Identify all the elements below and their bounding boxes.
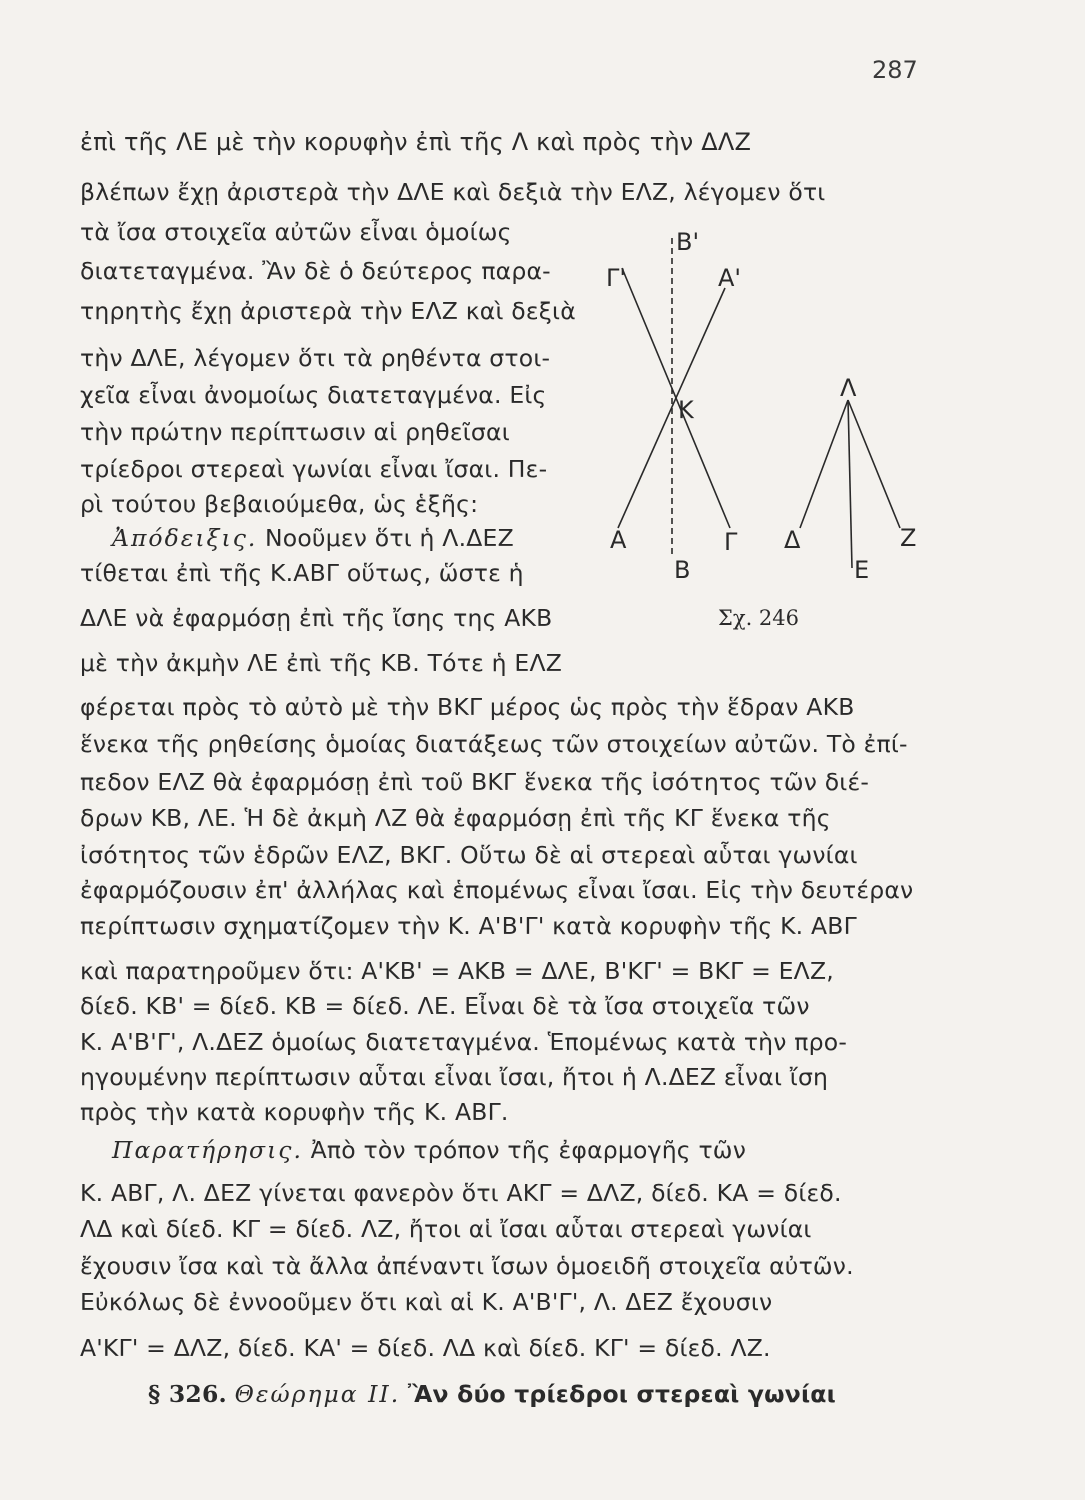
text-line: τηρητὴς ἔχῃ ἀριστερὰ τὴν ΕΛΖ καὶ δεξιὰ xyxy=(80,297,576,325)
label-Z: Ζ xyxy=(900,524,917,552)
remark-label: Παρατήρησις. xyxy=(112,1136,303,1164)
text-line: δρων ΚΒ, ΛΕ. Ἡ δὲ ἀκμὴ ΛΖ θὰ ἐφαρμόσῃ ἐπὶ τῆς ΚΓ ἕνεκα τῆς xyxy=(80,804,831,832)
proof-line xyxy=(112,524,514,552)
text-line: Κ. Α'Β'Γ', Λ.ΔΕΖ ὁμοίως διατεταγμένα. Ἑπομένως κατὰ τὴν προ- xyxy=(80,1028,847,1056)
text-line: ἐφαρμόζουσιν ἐπ' ἀλλήλας καὶ ἑπομένως εἶναι ἴσαι. Εἰς τὴν δευτέραν xyxy=(80,876,914,904)
text-line: Εὐκόλως δὲ ἐννοοῦμεν ὅτι καὶ αἱ Κ. Α'Β'Γ', Λ. ΔΕΖ ἔχουσιν xyxy=(80,1288,773,1316)
label-K: Κ xyxy=(678,396,694,424)
text-line: Κ. ΑΒΓ, Λ. ΔΕΖ γίνεται φανερὸν ὅτι ΑΚΓ = ΔΛΖ, δίεδ. ΚΑ = δίεδ. xyxy=(80,1179,842,1207)
label-Aprime: Α' xyxy=(718,264,742,292)
text-line: πεδον ΕΛΖ θὰ ἐφαρμόσῃ ἐπὶ τοῦ ΒΚΓ ἕνεκα τῆς ἰσότητος τῶν διέ- xyxy=(80,768,870,796)
text-line: τίθεται ἐπὶ τῆς Κ.ΑΒΓ οὕτως, ὥστε ἡ xyxy=(80,559,524,587)
text-line: ἰσότητος τῶν ἑδρῶν ΕΛΖ, ΒΚΓ. Οὕτω δὲ αἱ στερεαὶ αὗται γωνίαι xyxy=(80,841,858,869)
label-Gprime: Γ' xyxy=(606,264,626,292)
figure-246 xyxy=(600,228,930,588)
section-number: § 326. xyxy=(148,1380,227,1408)
edge-LD xyxy=(800,400,848,528)
text-line: τὴν πρώτην περίπτωσιν αἱ ρηθεῖσαι xyxy=(80,418,510,446)
text-line: τὴν ΔΛΕ, λέγομεν ὅτι τὰ ρηθέντα στοι- xyxy=(80,344,551,372)
text-line: ΛΔ καὶ δίεδ. ΚΓ = δίεδ. ΛΖ, ἤτοι αἱ ἴσαι αὗται στερεαὶ γωνίαι xyxy=(80,1215,812,1243)
text-line: διατεταγμένα. Ἂν δὲ ὁ δεύτερος παρα- xyxy=(80,257,551,285)
label-Bprime: Β' xyxy=(676,228,700,256)
text-line: βλέπων ἔχῃ ἀριστερὰ τὴν ΔΛΕ καὶ δεξιὰ τὴν ΕΛΖ, λέγομεν ὅτι xyxy=(80,178,826,206)
text-line: τὰ ἴσα στοιχεῖα αὐτῶν εἶναι ὁμοίως xyxy=(80,218,512,246)
theorem-label: Θεώρημα ΙΙ. xyxy=(234,1380,401,1408)
remark-text: Ἀπὸ τὸν τρόπον τῆς ἐφαρμογῆς τῶν xyxy=(310,1136,747,1164)
text-line: φέρεται πρὸς τὸ αὐτὸ μὲ τὴν ΒΚΓ μέρος ὡς πρὸς τὴν ἕδραν ΑΚΒ xyxy=(80,693,855,721)
theorem-line xyxy=(148,1380,836,1408)
text-line: ηγουμένην περίπτωσιν αὗται εἶναι ἴσαι, ἤτοι ἡ Λ.ΔΕΖ εἶναι ἴση xyxy=(80,1063,829,1091)
text-line: δίεδ. ΚΒ' = δίεδ. ΚΒ = δίεδ. ΛΕ. Εἶναι δὲ τὰ ἴσα στοιχεῖα τῶν xyxy=(80,992,810,1020)
remark-line xyxy=(112,1136,746,1164)
label-L: Λ xyxy=(840,374,857,402)
label-A: Α xyxy=(610,526,627,554)
text-line: ἔχουσιν ἴσα καὶ τὰ ἄλλα ἀπέναντι ἴσων ὁμοειδῆ στοιχεῖα αὐτῶν. xyxy=(80,1252,854,1280)
edge-LZ xyxy=(848,400,900,528)
text-line: ἕνεκα τῆς ρηθείσης ὁμοίας διατάξεως τῶν στοιχείων αὐτῶν. Τὸ ἐπί- xyxy=(80,730,908,758)
theorem-text: Ἂν δύο τρίεδροι στερεαὶ γωνίαι xyxy=(407,1380,837,1408)
text-line: καὶ παρατηροῦμεν ὅτι: Α'ΚΒ' = ΑΚΒ = ΔΛΕ, Β'ΚΓ' = ΒΚΓ = ΕΛΖ, xyxy=(80,957,834,985)
text-line: χεῖα εἶναι ἀνομοίως διατεταγμένα. Εἰς xyxy=(80,381,547,409)
text-line: ρὶ τούτου βεβαιούμεθα, ὡς ἑξῆς: xyxy=(80,490,479,518)
text-line: Α'ΚΓ' = ΔΛΖ, δίεδ. ΚΑ' = δίεδ. ΛΔ καὶ δίεδ. ΚΓ' = δίεδ. ΛΖ. xyxy=(80,1334,771,1362)
page-number: 287 xyxy=(872,56,918,84)
label-G: Γ xyxy=(724,528,738,556)
label-D: Δ xyxy=(784,526,801,554)
proof-label: Ἀπόδειξις. xyxy=(112,524,258,552)
text-line: πρὸς τὴν κατὰ κορυφὴν τῆς Κ. ΑΒΓ. xyxy=(80,1098,509,1126)
text-line: τρίεδροι στερεαὶ γωνίαι εἶναι ἴσαι. Πε- xyxy=(80,455,548,483)
text-line: ΔΛΕ νὰ ἐφαρμόσῃ ἐπὶ τῆς ἴσης της ΑΚΒ xyxy=(80,604,553,632)
figure-caption: Σχ. 246 xyxy=(718,606,800,630)
proof-text: Νοοῦμεν ὅτι ἡ Λ.ΔΕΖ xyxy=(265,524,514,552)
label-E: Ε xyxy=(854,556,870,584)
label-B: Β xyxy=(674,556,691,584)
text-line: περίπτωσιν σχηματίζομεν τὴν Κ. Α'Β'Γ' κατὰ κορυφὴν τῆς Κ. ΑΒΓ xyxy=(80,912,857,940)
edge-LE xyxy=(848,400,852,568)
text-line: μὲ τὴν ἀκμὴν ΛΕ ἐπὶ τῆς ΚΒ. Τότε ἡ ΕΛΖ xyxy=(80,649,563,677)
text-line: ἐπὶ τῆς ΛΕ μὲ τὴν κορυφὴν ἐπὶ τῆς Λ καὶ πρὸς τὴν ΔΛΖ xyxy=(80,128,752,156)
